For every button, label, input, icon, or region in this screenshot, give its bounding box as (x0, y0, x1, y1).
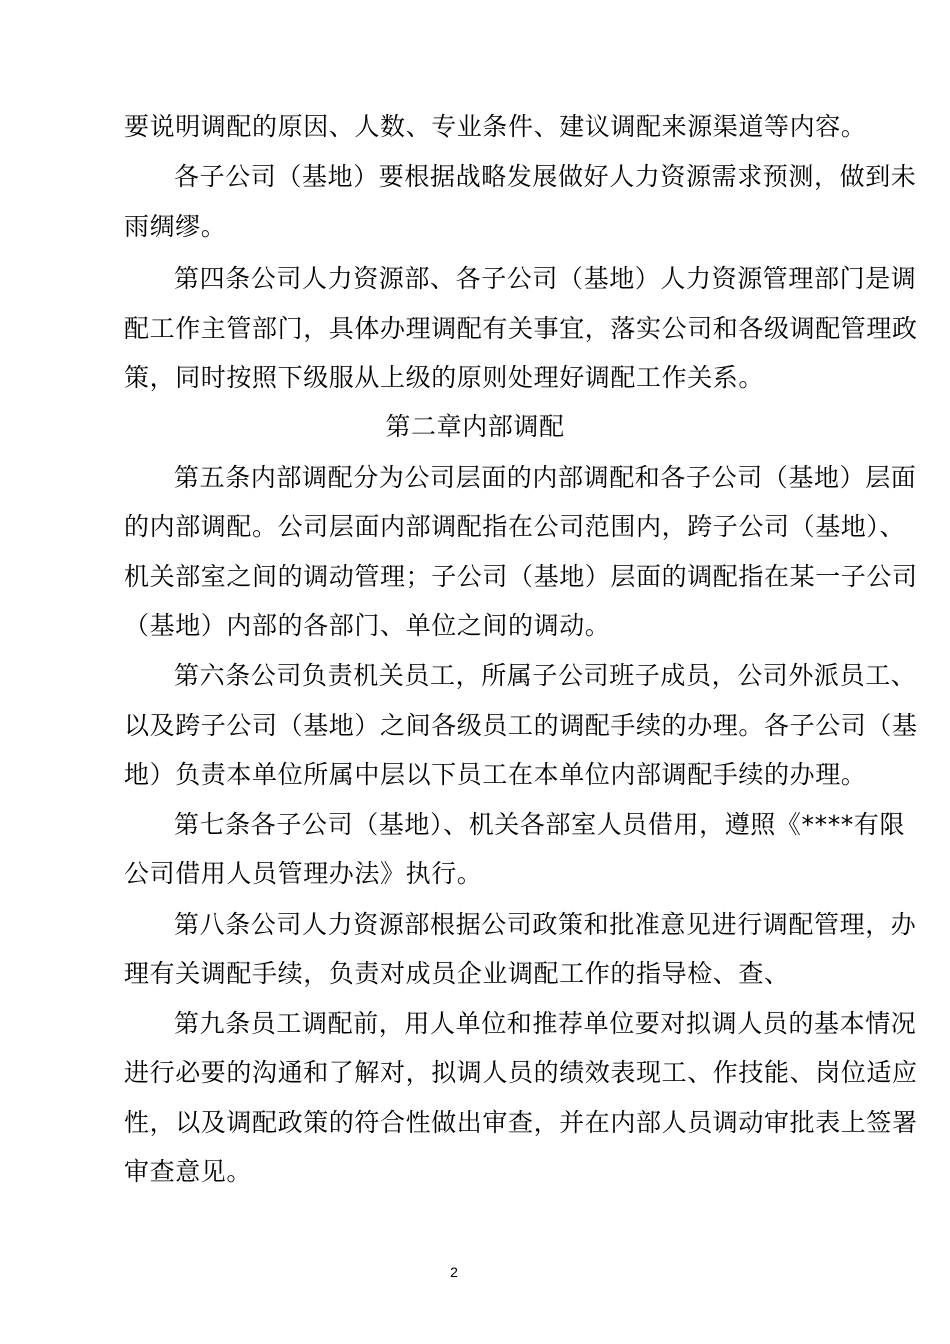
text-line: 雨绸缪。 (124, 212, 227, 241)
text-line: 第五条内部调配分为公司层面的内部调配和各子公司（基地）层面 (174, 463, 917, 492)
text-line: 第九条员工调配前，用人单位和推荐单位要对拟调人员的基本情况 (174, 1009, 917, 1038)
text-line: 机关部室之间的调动管理；子公司（基地）层面的调配指在某一子公司 (124, 562, 918, 591)
text-line: 进行必要的沟通和了解对，拟调人员的绩效表现工、作技能、岗位适应 (124, 1058, 918, 1087)
chapter-heading: 第二章内部调配 (385, 412, 565, 441)
text-line: 性，以及调配政策的符合性做出审查，并在内部人员调动审批表上签署 (124, 1108, 918, 1137)
page-number: 2 (450, 1264, 458, 1280)
text-line: 策，同时按照下级服从上级的原则处理好调配工作关系。 (124, 363, 765, 392)
text-line: 公司借用人员管理办法》执行。 (124, 859, 483, 888)
text-line: 以及跨子公司（基地）之间各级员工的调配手续的办理。各子公司（基 (124, 711, 918, 740)
text-line: 各子公司（基地）要根据战略发展做好人力资源需求预测，做到未 (174, 162, 917, 191)
text-line: 第七条各子公司（基地）、机关各部室人员借用，遵照《****有限 (174, 810, 906, 839)
text-line: 理有关调配手续，负责对成员企业调配工作的指导检、查、 (124, 959, 790, 988)
text-line: 第四条公司人力资源部、各子公司（基地）人力资源管理部门是调 (174, 264, 917, 293)
text-line: 第八条公司人力资源部根据公司政策和批准意见进行调配管理，办 (174, 910, 917, 939)
text-line: （基地）内部的各部门、单位之间的调动。 (124, 611, 611, 640)
text-line: 审查意见。 (124, 1157, 253, 1186)
text-line: 要说明调配的原因、人数、专业条件、建议调配来源渠道等内容。 (124, 112, 867, 141)
text-line: 的内部调配。公司层面内部调配指在公司范围内，跨子公司（基地）、 (124, 512, 906, 541)
text-line: 配工作主管部门，具体办理调配有关事宜，落实公司和各级调配管理政 (124, 314, 918, 343)
text-line: 地）负责本单位所属中层以下员工在本单位内部调配手续的办理。 (124, 760, 867, 789)
text-line: 第六条公司负责机关员工，所属子公司班子成员，公司外派员工、 (174, 661, 917, 690)
